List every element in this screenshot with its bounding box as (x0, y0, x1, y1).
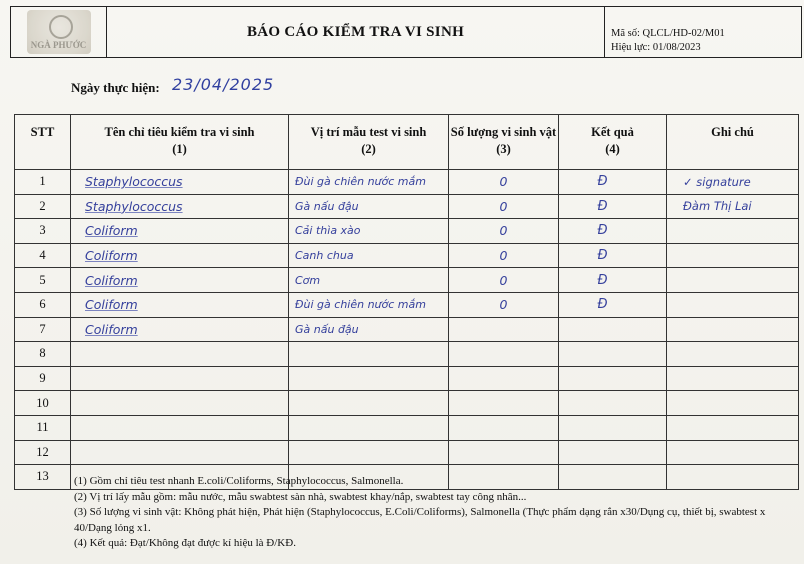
quantity-value: 0 (499, 223, 508, 239)
sample-location-value: Gà nấu đậu (295, 322, 359, 336)
company-logo (27, 10, 91, 54)
result-cell (559, 194, 667, 219)
note-cell (667, 440, 799, 465)
table-row (15, 391, 799, 416)
test-name-cell (71, 317, 289, 342)
test-name-cell (71, 170, 289, 195)
stt-cell: 11 (15, 415, 71, 440)
note-cell (667, 366, 799, 391)
quantity-cell (449, 170, 559, 195)
column-header (15, 115, 71, 170)
quantity-cell (449, 440, 559, 465)
quantity-value: 0 (499, 198, 508, 214)
column-header-title: Vị trí mẫu test vi sinh (310, 125, 427, 139)
result-value: Đ (597, 174, 608, 190)
test-name-cell (71, 243, 289, 268)
stt-cell: 10 (15, 391, 71, 416)
stt-cell: 13 (15, 465, 71, 490)
table-row (15, 440, 799, 465)
result-cell (559, 366, 667, 391)
document-title: BÁO CÁO KIỂM TRA VI SINH (246, 23, 465, 40)
stt-cell: 6 (15, 292, 71, 317)
microbiology-table (14, 114, 799, 490)
quantity-cell (449, 342, 559, 367)
sample-location-cell (289, 268, 449, 293)
footnote: (2) Vị trí lấy mẫu gồm: mẫu nước, mẫu swabtest sàn nhà, swabtest khay/nắp, swabtest tay công nhân... (74, 490, 527, 503)
quantity-cell (449, 268, 559, 293)
stt-cell: 12 (15, 440, 71, 465)
column-header (667, 115, 799, 170)
quantity-cell (449, 391, 559, 416)
test-name-cell (71, 440, 289, 465)
result-cell (559, 391, 667, 416)
stt-cell: 8 (15, 342, 71, 367)
column-header-title: Tên chỉ tiêu kiểm tra vi sinh (104, 125, 255, 139)
column-header (559, 115, 667, 170)
column-header-title: Số lượng vi sinh vật (450, 125, 557, 139)
sample-location-cell (289, 440, 449, 465)
document-code: Mã số: QLCL/HD-02/M01 (611, 28, 725, 39)
column-header-title: STT (30, 125, 55, 139)
table-row (15, 219, 799, 244)
test-name-cell (71, 194, 289, 219)
result-cell (559, 317, 667, 342)
sample-location-cell (289, 194, 449, 219)
logo-emblem-icon (49, 15, 73, 39)
result-value: Đ (597, 198, 608, 214)
document-header (10, 6, 802, 58)
sample-location-cell (289, 342, 449, 367)
test-name-cell (71, 366, 289, 391)
column-header-number: (4) (605, 142, 620, 156)
quantity-cell (449, 243, 559, 268)
test-name-cell (71, 342, 289, 367)
test-name-cell (71, 268, 289, 293)
test-name-cell (71, 292, 289, 317)
note-cell (667, 219, 799, 244)
test-name-value: Coliform (85, 272, 138, 288)
table-body (15, 170, 799, 490)
result-cell (559, 243, 667, 268)
test-name-value: Coliform (85, 223, 138, 239)
stt-cell: 9 (15, 366, 71, 391)
column-header-number: (2) (361, 142, 376, 156)
sample-location-cell (289, 243, 449, 268)
quantity-cell (449, 219, 559, 244)
result-cell (559, 342, 667, 367)
document-meta (605, 7, 801, 57)
quantity-cell (449, 366, 559, 391)
test-name-cell (71, 415, 289, 440)
quantity-value: 0 (499, 297, 508, 313)
logo-text: NGÀ PHƯỚC (30, 40, 87, 50)
test-name-cell (71, 219, 289, 244)
table-row (15, 243, 799, 268)
stt-cell: 5 (15, 268, 71, 293)
table-row (15, 342, 799, 367)
table-row (15, 415, 799, 440)
sample-location-cell (289, 391, 449, 416)
note-value: Đàm Thị Lai (683, 199, 752, 214)
column-header (289, 115, 449, 170)
quantity-value: 0 (499, 248, 508, 264)
stt-cell: 7 (15, 317, 71, 342)
result-value: Đ (597, 223, 608, 239)
note-value: ✓ signature (683, 174, 751, 189)
result-cell (559, 415, 667, 440)
note-cell (667, 268, 799, 293)
date-value: 23/04/2025 (172, 75, 275, 94)
test-name-value: Staphylococcus (85, 198, 183, 214)
note-cell (667, 243, 799, 268)
result-value: Đ (597, 248, 608, 264)
sample-location-cell (289, 366, 449, 391)
sample-location-cell (289, 170, 449, 195)
column-header-title: Kết quả (591, 125, 634, 139)
footnote: (4) Kết quả: Đạt/Không đạt được kí hiệu là Đ/KĐ. (74, 537, 296, 549)
test-name-cell (71, 391, 289, 416)
note-cell (667, 170, 799, 195)
sample-location-cell (289, 292, 449, 317)
stt-cell: 3 (15, 219, 71, 244)
sample-location-value: Cơm (295, 273, 321, 287)
title-cell (107, 7, 605, 57)
table-row (15, 317, 799, 342)
table-row (15, 170, 799, 195)
quantity-cell (449, 415, 559, 440)
note-cell (667, 342, 799, 367)
test-name-value: Coliform (85, 321, 138, 337)
result-cell (559, 170, 667, 195)
quantity-value: 0 (499, 174, 508, 190)
note-cell (667, 194, 799, 219)
result-value: Đ (597, 272, 608, 288)
table-row (15, 194, 799, 219)
stt-cell: 2 (15, 194, 71, 219)
test-name-value: Coliform (85, 248, 138, 264)
sample-location-cell (289, 415, 449, 440)
column-header-number: (3) (496, 142, 511, 156)
table-row (15, 366, 799, 391)
footnote: (1) Gồm chỉ tiêu test nhanh E.coli/Coliforms, Staphylococcus, Salmonella. (74, 475, 404, 487)
sample-location-value: Đùi gà chiên nước mắm (295, 298, 426, 312)
sample-location-cell (289, 317, 449, 342)
sample-location-value: Canh chua (295, 249, 354, 263)
table-row (15, 268, 799, 293)
quantity-cell (449, 317, 559, 342)
result-value: Đ (597, 297, 608, 313)
result-cell (559, 268, 667, 293)
column-header-title: Ghi chú (711, 125, 754, 139)
column-header-number: (1) (172, 142, 187, 156)
stt-cell: 1 (15, 170, 71, 195)
note-cell (667, 292, 799, 317)
logo-cell (11, 7, 107, 57)
table-header-row (15, 115, 799, 170)
test-name-value: Coliform (85, 297, 138, 313)
column-header (71, 115, 289, 170)
note-cell (667, 391, 799, 416)
test-name-value: Staphylococcus (85, 174, 183, 190)
result-cell (559, 440, 667, 465)
sample-location-value: Gà nấu đậu (295, 199, 359, 213)
quantity-value: 0 (499, 272, 508, 288)
result-cell (559, 292, 667, 317)
table-row (15, 292, 799, 317)
footnote: (3) Số lượng vi sinh vật: Không phát hiện, Phát hiện (Staphylococcus, E.Coli/Coliforms), Salmonella (Thực phẩm dạng rắn x30/Dụng cụ, thiết bị, swabtest x 40/Dạng lỏng x1. (74, 506, 766, 534)
sample-location-value: Cải thìa xào (295, 224, 361, 238)
note-cell (667, 317, 799, 342)
note-cell (667, 415, 799, 440)
column-header (449, 115, 559, 170)
result-cell (559, 219, 667, 244)
quantity-cell (449, 194, 559, 219)
sample-location-value: Đùi gà chiên nước mắm (295, 175, 426, 189)
footnotes (74, 474, 796, 552)
document-effective-date: Hiệu lực: 01/08/2023 (611, 42, 701, 53)
quantity-cell (449, 292, 559, 317)
stt-cell: 4 (15, 243, 71, 268)
sample-location-cell (289, 219, 449, 244)
date-label: Ngày thực hiện: (71, 80, 160, 95)
